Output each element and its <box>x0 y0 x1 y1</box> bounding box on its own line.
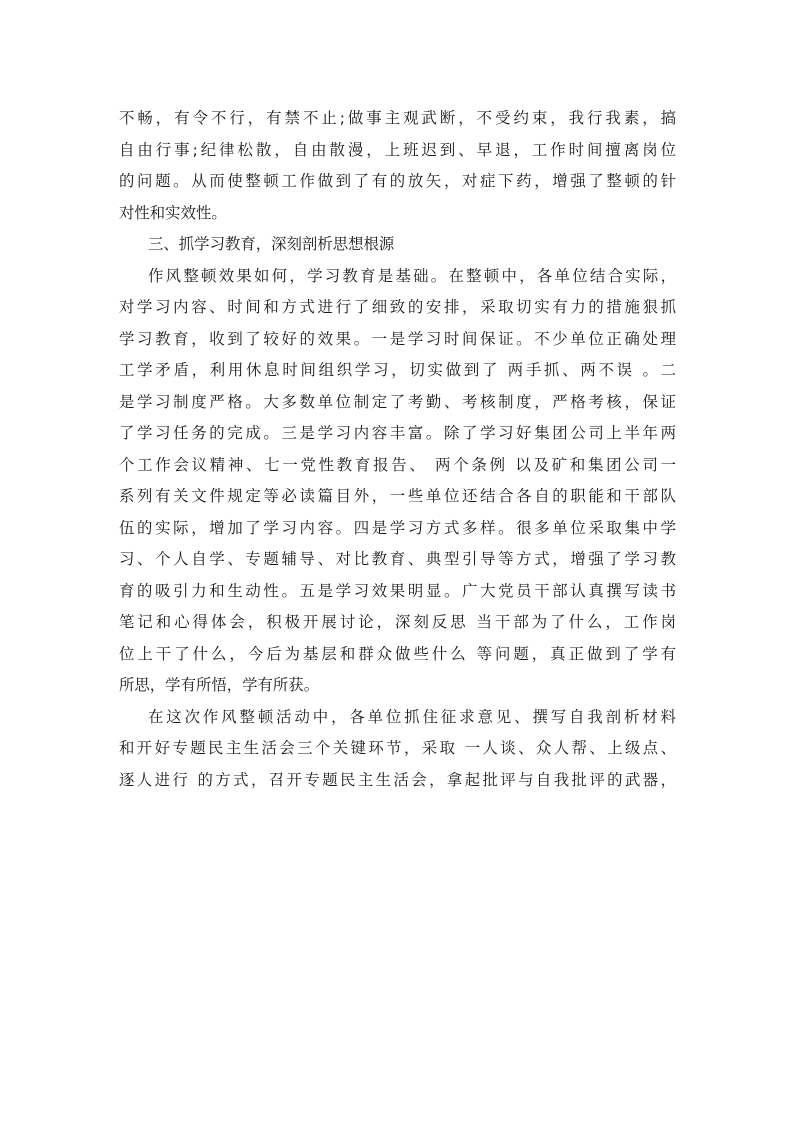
text-line: 不畅，有令不行，有禁不止;做事主观武断，不受约束，我行我素，搞 <box>119 109 676 127</box>
text-line: 和开好专题民主生活会三个关键环节，采取 一人谈、众人帮、上级点、 <box>119 739 676 757</box>
text-line: 是学习制度严格。大多数单位制定了考勤、考核制度，严格考核，保证 <box>119 392 676 411</box>
text-line: 学习教育，收到了较好的效果。一是学习时间保证。不少单位正确处理 <box>119 329 676 348</box>
text-line: 逐人进行 的方式，召开专题民主生活会，拿起批评与自我批评的武器， <box>119 770 676 789</box>
text-line: 习、个人自学、专题辅导、对比教育、典型引导等方式，增强了学习教 <box>119 550 676 568</box>
text-line: 在这次作风整顿活动中，各单位抓住征求意见、撰写自我剖析材料 <box>148 707 676 726</box>
body-text <box>119 103 676 796</box>
text-line: 个工作会议精神、七一党性教育报告、 两个条例 以及矿和集团公司一 <box>119 455 676 474</box>
text-line: 育的吸引力和生动性。五是学习效果明显。广大党员干部认真撰写读书 <box>119 581 676 600</box>
text-line: 所思，学有所悟，学有所获。 <box>119 676 320 694</box>
text-line: 作风整顿效果如何，学习教育是基础。在整顿中，各单位结合实际， <box>148 266 676 285</box>
text-line: 对性和实效性。 <box>119 203 227 222</box>
text-line: 伍的实际，增加了学习内容。四是学习方式多样。很多单位采取集中学 <box>119 518 676 537</box>
text-line: 三、抓学习教育，深刻剖析思想根源 <box>148 235 395 253</box>
text-line: 笔记和心得体会，积极开展讨论，深刻反思 当干部为了什么，工作岗 <box>119 613 676 631</box>
text-line: 对学习内容、时间和方式进行了细致的安排，采取切实有力的措施狠抓 <box>119 298 676 316</box>
text-line: 的问题。从而使整顿工作做到了有的放矢，对症下药，增强了整顿的针 <box>119 172 676 190</box>
text-line: 位上干了什么，今后为基层和群众做些什么 等问题，真正做到了学有 <box>119 644 676 663</box>
text-line: 系列有关文件规定等必读篇目外，一些单位还结合各自的职能和干部队 <box>119 487 676 505</box>
text-line: 工学矛盾，利用休息时间组织学习，切实做到了 两手抓、两不误 。二 <box>119 361 676 379</box>
text-line: 自由行事;纪律松散，自由散漫，上班迟到、早退，工作时间擅离岗位 <box>119 140 676 159</box>
text-line: 了学习任务的完成。三是学习内容丰富。除了学习好集团公司上半年两 <box>119 424 676 442</box>
